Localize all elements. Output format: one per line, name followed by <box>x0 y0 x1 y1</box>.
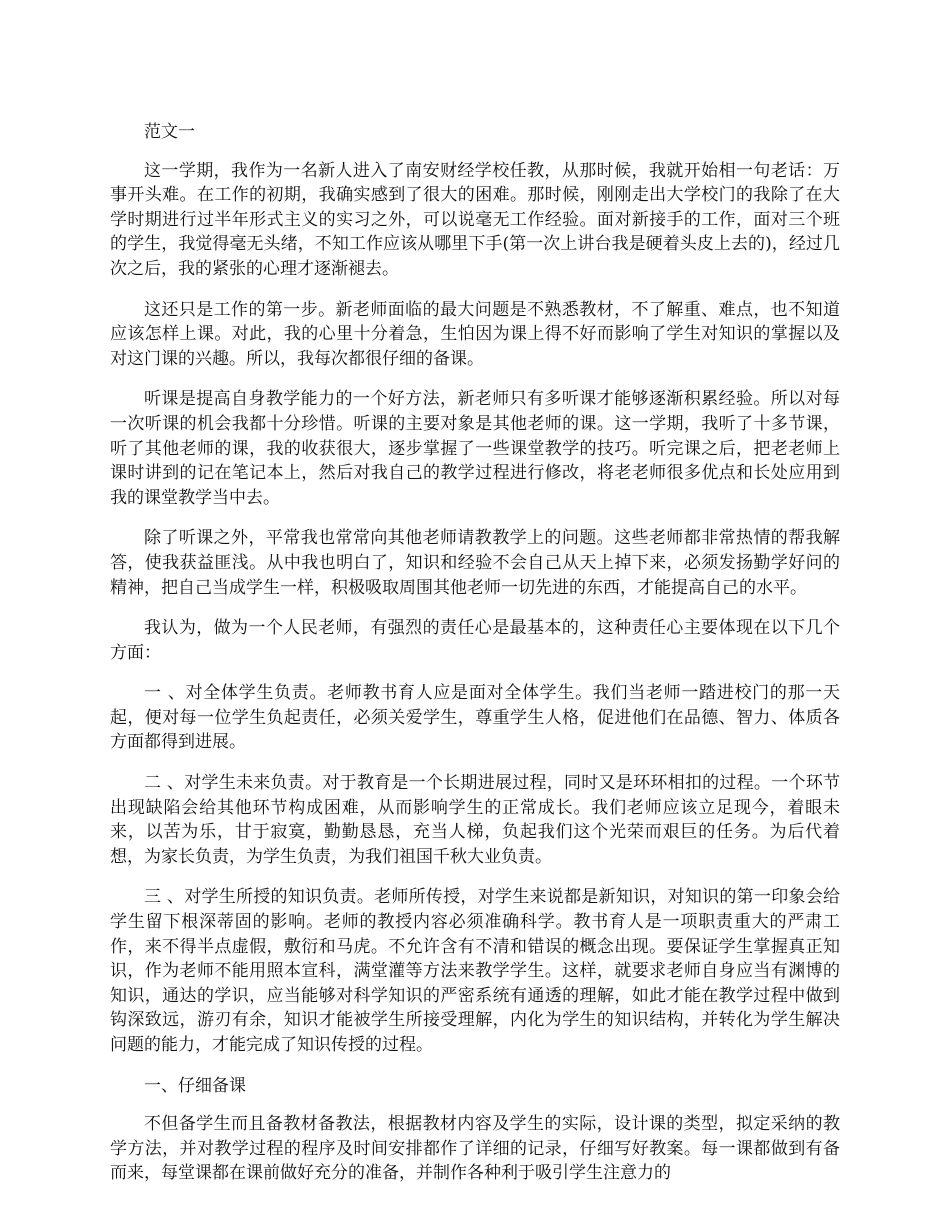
paragraph: 听课是提高自身教学能力的一个好方法，新老师只有多听课才能够逐渐积累经验。所以对每一次听课的机会我都十分珍惜。听课的主要对象是其他老师的课。这一学期，我听了十多节课，听了其他老师的课，我的收获很大，逐步掌握了一些课堂教学的技巧。听完课之后，把老老师上课时讲到的记在笔记本上，然后对我自己的教学过程进行修改，将老老师很多优点和长处应用到我的课堂教学当中去。 <box>110 389 840 508</box>
section-heading: 一、仔细备课 <box>144 1075 246 1096</box>
paragraph: 这一学期，我作为一名新人进入了南安财经学校任教，从那时候，我就开始相一句老话：万事开头难。在工作的初期，我确实感到了很大的困难。那时候，刚刚走出大学校门的我除了在大学时期进行过半年形式主义的实习之外，可以说毫无工作经验。面对新接手的工作，面对三个班的学生，我觉得毫无头绪，不知工作应该从哪里下手(第一次上讲台我是硬着头皮上去的)，经过几次之后，我的紧张的心理才逐渐褪去。 <box>110 160 840 279</box>
paragraph: 二 、对学生未来负责。对于教育是一个长期进展过程，同时又是环环相扣的过程。一个环节出现缺陷会给其他环节构成困难，从而影响学生的正常成长。我们老师应该立足现今，着眼未来，以苦为乐，甘于寂寞，勤勤恳恳，充当人梯，负起我们这个光荣而艰巨的任务。为后代着想，为家长负责，为学生负责，为我们祖国千秋大业负责。 <box>110 773 840 867</box>
paragraph: 一 、对全体学生负责。老师教书育人应是面对全体学生。我们当老师一踏进校门的那一天起，便对每一位学生负起责任，必须关爱学生，尊重学生人格，促进他们在品德、智力、体质各方面都得到进展。 <box>110 683 840 753</box>
paragraph: 不但备学生而且备教材备教法，根据教材内容及学生的实际，设计课的类型，拟定采纳的教学方法，并对教学过程的程序及时间安排都作了详细的记录，仔细写好教案。每一课都做到有备而来，每堂课都在课前做好充分的准备，并制作各种利于吸引学生注意力的 <box>110 1114 840 1184</box>
document-title: 范文一 <box>144 122 195 142</box>
paragraph: 这还只是工作的第一步。新老师面临的最大问题是不熟悉教材，不了解重、难点，也不知道应该怎样上课。对此，我的心里十分着急，生怕因为课上得不好而影响了学生对知识的掌握以及对这门课的兴趣。所以，我每次都很仔细的备课。 <box>110 299 840 369</box>
paragraph: 我认为，做为一个人民老师，有强烈的责任心是最基本的，这种责任心主要体现在以下几个方面： <box>110 618 840 663</box>
paragraph: 除了听课之外，平常我也常常向其他老师请教教学上的问题。这些老师都非常热情的帮我解答，使我获益匪浅。从中我也明白了，知识和经验不会自己从天上掉下来，必须发扬勤学好问的精神，把自己当成学生一样，积极吸取周围其他老师一切先进的东西，才能提高自己的水平。 <box>110 528 840 598</box>
paragraph: 三 、对学生所授的知识负责。老师所传授，对学生来说都是新知识，对知识的第一印象会给学生留下根深蒂固的影响。老师的教授内容必须准确科学。教书育人是一项职责重大的严肃工作，来不得半点虚假，敷衍和马虎。不允许含有不清和错误的概念出现。要保证学生掌握真正知识，作为老师不能用照本宣科，满堂灌等方法来教学学生。这样，就要求老师自身应当有渊博的知识，通达的学识，应当能够对科学知识的严密系统有通透的理解，如此才能在教学过程中做到钩深致远，游刃有余，知识才能被学生所接受理解，内化为学生的知识结构，并转化为学生解决问题的能力，才能完成了知识传授的过程。 <box>110 887 840 1055</box>
document-body <box>110 120 840 1202</box>
